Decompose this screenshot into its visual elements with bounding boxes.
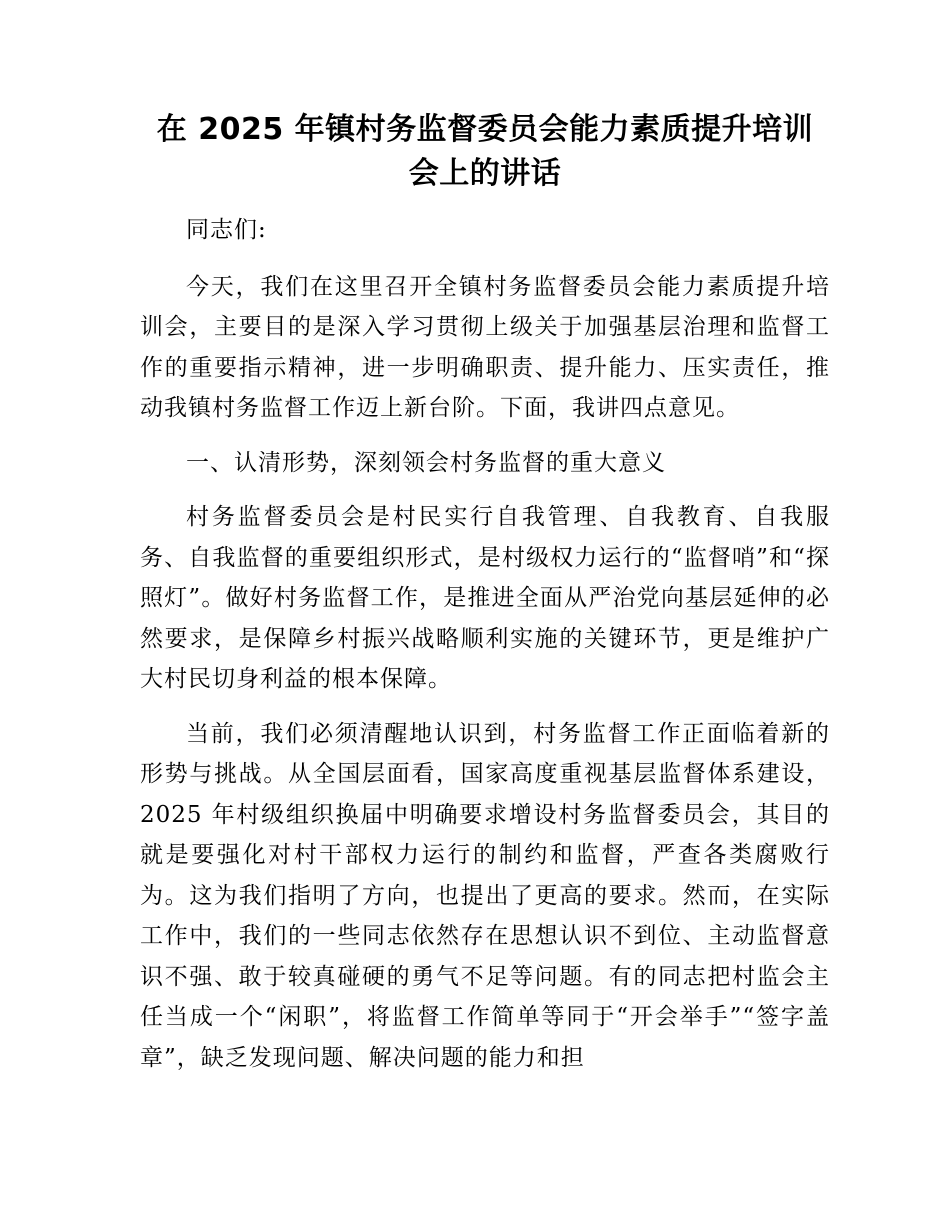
title-line-1: 在 2025 年镇村务监督委员会能力素质提升培训 xyxy=(156,112,814,147)
paragraph-intro: 今天，我们在这里召开全镇村务监督委员会能力素质提升培训会，主要目的是深入学习贯彻上级关于加强基层治理和监督工作的重要指示精神，进一步明确职责、提升能力、压实责任，推动我镇村务监督工作迈上新台阶。下面，我讲四点意见。 xyxy=(140,273,830,421)
title-line-2: 会上的讲话 xyxy=(408,156,562,191)
section-heading-1: 一、认清形势，深刻领会村务监督的重大意义 xyxy=(186,449,666,476)
salutation: 同志们: xyxy=(186,217,267,243)
paragraph-significance: 村务监督委员会是村民实行自我管理、自我教育、自我服务、自我监督的重要组织形式，是村级权力运行的“监督哨”和“探照灯”。做好村务监督工作，是推进全面从严治党向基层延伸的必然要求，是保障乡村振兴战略顺利实施的关键环节，更是维护广大村民切身利益的根本保障。 xyxy=(140,504,830,692)
document-title xyxy=(140,108,830,196)
document-page xyxy=(140,108,830,1092)
paragraph-current-situation: 当前，我们必须清醒地认识到，村务监督工作正面临着新的形势与挑战。从全国层面看，国家高度重视基层监督体系建设，2025 年村级组织换届中明确要求增设村务监督委员会，其目的就是要强化对村干部权力运行的制约和监督，严查各类腐败行为。这为我们指明了方向，也提出了更高的要求。然而，在实际工作中，我们的一些同志依然存在思想认识不到位、主动监督意识不强、敢于较真碰硬的勇气不足等问题。有的同志把村监会主任当成一个“闲职”，将监督工作简单等同于“开会举手”“签字盖章”，缺乏发现问题、解决问题的能力和担 xyxy=(140,720,830,1071)
